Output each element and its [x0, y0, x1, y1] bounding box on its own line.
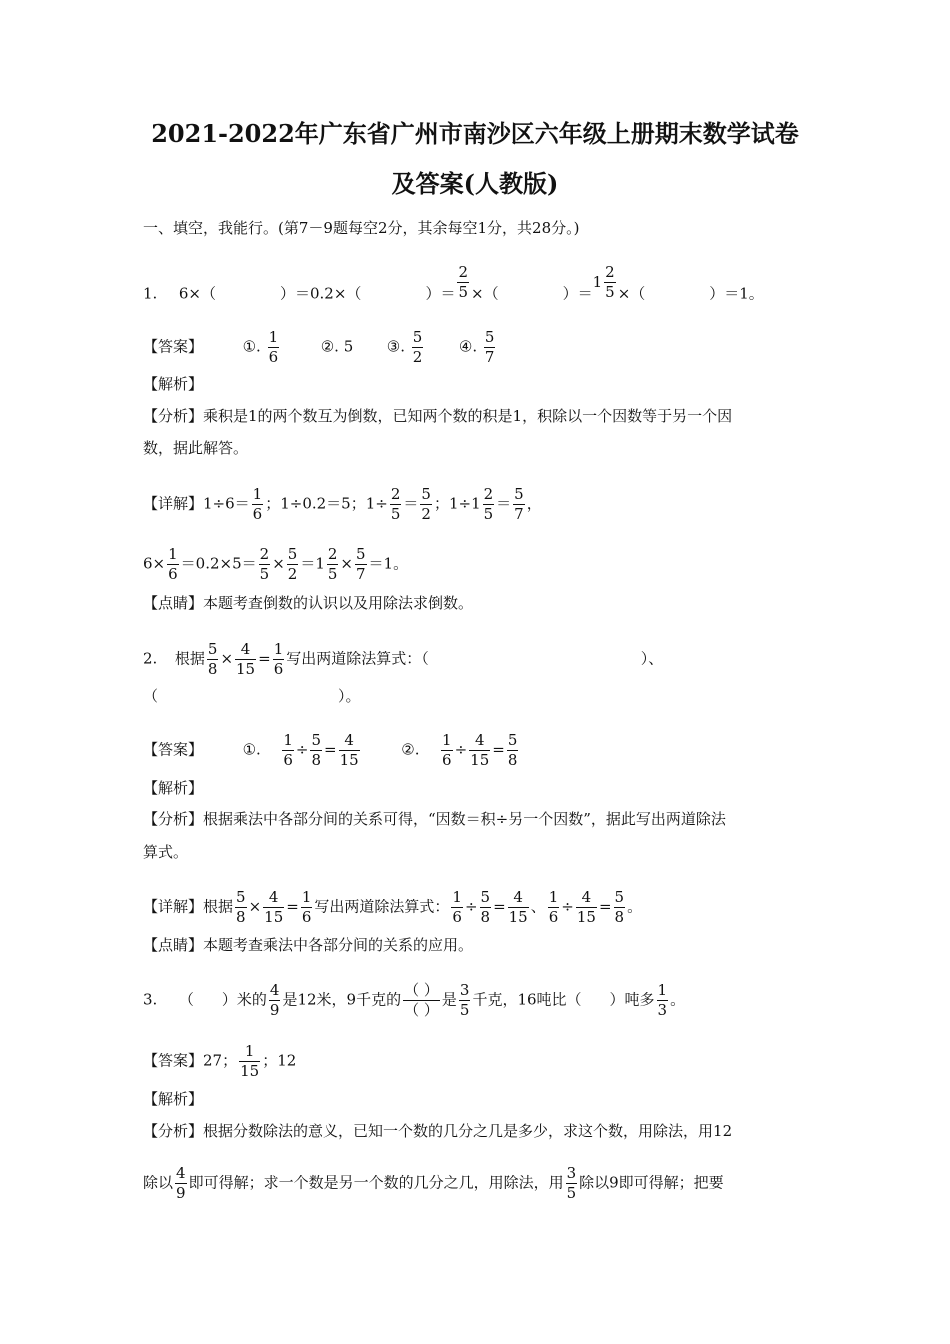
- q1-xiangjie: 【详解】1÷6＝ $\frac{1}{6}$ ；1÷0.2＝5；1÷ $\frac{2}{5}$ ＝ $\frac{5}{2}$ ；1÷1 $\frac{2}{5}$ ＝ $\frac{5}{7}$ ，: [143, 485, 542, 523]
- q1-analysis-label: 【解析】: [143, 375, 204, 393]
- fraction: $\frac{1}{6}$: [301, 888, 312, 926]
- fraction: $\frac{3}{5}$: [566, 1164, 577, 1202]
- q2-xiangjie: 【详解】根据 $\frac{5}{8}$ × $\frac{4}{15}$ = $\frac{1}{6}$ 写出两道除法算式： $\frac{1}{6}$ ÷ $\frac{5}{8}$ = $\frac{4}{15}$ 、 $\frac{1}{6}$ ÷ $\frac{4}{15}$ = $\frac{5}{8}$ 。: [143, 888, 643, 926]
- fraction: $\frac{4}{15}$: [264, 888, 284, 926]
- fraction: $\frac{4}{15}$: [470, 731, 490, 769]
- question-2-line2: （ ）。: [143, 687, 361, 705]
- fraction: $\frac{1}{6}$: [168, 545, 178, 583]
- q1-fenxi-cont: 数，据此解答。: [143, 439, 249, 457]
- q2-analysis-label: 【解析】: [143, 779, 204, 797]
- fraction: $\frac{2}{5}$: [458, 263, 468, 301]
- fraction: $\frac{5}{8}$: [207, 640, 218, 678]
- fraction: $\frac{4}{9}$: [269, 981, 280, 1019]
- q1-dianjing: 【点睛】本题考查倒数的认识以及用除法求倒数。: [143, 594, 474, 612]
- q1-fenxi: 【分析】乘积是1的两个数互为倒数，已知两个数的积是1，积除以一个因数等于另一个因: [143, 407, 733, 425]
- fraction: $\frac{5}{8}$: [614, 888, 625, 926]
- fraction: $\frac{3}{5}$: [459, 981, 470, 1019]
- q3-fenxi: 【分析】根据分数除法的意义，已知一个数的几分之几是多少，求这个数，用除法，用12: [143, 1122, 733, 1140]
- fraction: $\frac{5}{8}$: [480, 888, 491, 926]
- q1-answer: 【答案】 ①. $\frac{1}{6}$ ②. 5 ③. $\frac{5}{2}$ ④. $\frac{5}{7}$: [143, 328, 495, 366]
- fraction: $\frac{2}{5}$: [390, 485, 401, 523]
- document-title-line2: 及答案(人教版): [391, 169, 559, 198]
- q3-analysis-label: 【解析】: [143, 1090, 204, 1108]
- fraction: $\frac{2}{5}$: [259, 545, 270, 583]
- fraction: $\frac{1}{6}$: [548, 888, 559, 926]
- fraction: $\frac{5}{8}$: [507, 731, 518, 769]
- q1-xiangjie-2: 6× $\frac{1}{6}$ ＝0.2×5＝ $\frac{2}{5}$ × $\frac{5}{2}$ ＝1 $\frac{2}{5}$ × $\frac{5}{7}$ ＝1。: [143, 545, 409, 583]
- fraction: $\frac{2}{5}$: [327, 545, 338, 583]
- fraction: $\frac{2}{5}$: [483, 485, 494, 523]
- q3-answer: 【答案】27； $\frac{1}{15}$ ；12: [143, 1042, 297, 1080]
- fraction: $\frac{1}{6}$: [273, 640, 284, 678]
- fraction: $\frac{5}{2}$: [287, 545, 298, 583]
- fraction: $\frac{1}{6}$: [442, 731, 452, 769]
- fraction: $\frac{5}{7}$: [484, 328, 495, 366]
- question-3: 3. （ ）米的 $\frac{4}{9}$ 是12米，9千克的 $\frac{( )}{( )}$ 是 $\frac{3}{5}$ 千克，16吨比（ ）吨多 $\frac{1}{3}$ 。: [143, 981, 686, 1019]
- fraction-blank: $\frac{( )}{( )}$: [404, 981, 439, 1019]
- q2-fenxi-cont: 算式。: [143, 843, 189, 861]
- fraction: $\frac{4}{15}$: [236, 640, 256, 678]
- fraction: $\frac{5}{8}$: [236, 888, 246, 926]
- fraction: $\frac{1}{6}$: [268, 328, 279, 366]
- fraction: $\frac{4}{15}$: [339, 731, 359, 769]
- q2-answer: 【答案】 ①. $\frac{1}{6}$ ÷ $\frac{5}{8}$ = $\frac{4}{15}$ ②. $\frac{1}{6}$ ÷ $\frac{4}{15}$ = $\frac{5}{8}$: [143, 731, 518, 769]
- fraction: $\frac{1}{6}$: [283, 731, 293, 769]
- document-title-line1: 2021-2022年广东省广州市南沙区六年级上册期末数学试卷: [151, 119, 799, 148]
- section-heading: 一、填空，我能行。(第7－9题每空2分，其余每空1分，共28分。): [143, 219, 580, 237]
- question-2: 2. 根据 $\frac{5}{8}$ × $\frac{4}{15}$ = $\frac{1}{6}$ 写出两道除法算式：（ ）、: [143, 640, 664, 678]
- fraction: $\frac{4}{9}$: [176, 1164, 186, 1202]
- fraction: $\frac{5}{2}$: [412, 328, 423, 366]
- q2-fenxi: 【分析】根据乘法中各部分间的关系可得，“因数＝积÷另一个因数”，据此写出两道除法: [143, 810, 726, 828]
- q2-dianjing: 【点睛】本题考查乘法中各部分间的关系的应用。: [143, 936, 474, 954]
- fraction: $\frac{1}{6}$: [452, 888, 462, 926]
- fraction: $\frac{1}{3}$: [657, 981, 668, 1019]
- question-1: 1. 6×（ ）＝0.2×（ ）＝ $\frac{2}{5}$ ×（ ）＝1 $\frac{2}{5}$ ×（ ）＝1。: [143, 263, 764, 303]
- fraction: $\frac{2}{5}$: [605, 263, 615, 301]
- fraction: $\frac{5}{7}$: [356, 545, 366, 583]
- fraction: $\frac{4}{15}$: [576, 888, 596, 926]
- q3-fenxi-cont: 除以 $\frac{4}{9}$ 即可得解；求一个数是另一个数的几分之几，用除法，用 $\frac{3}{5}$ 除以9即可得解；把要: [143, 1164, 724, 1202]
- fraction: $\frac{1}{6}$: [252, 485, 263, 523]
- fraction: $\frac{4}{15}$: [508, 888, 528, 926]
- fraction: $\frac{5}{2}$: [421, 485, 431, 523]
- fraction: $\frac{1}{15}$: [240, 1042, 260, 1080]
- fraction: $\frac{5}{8}$: [311, 731, 322, 769]
- fraction: $\frac{5}{7}$: [514, 485, 524, 523]
